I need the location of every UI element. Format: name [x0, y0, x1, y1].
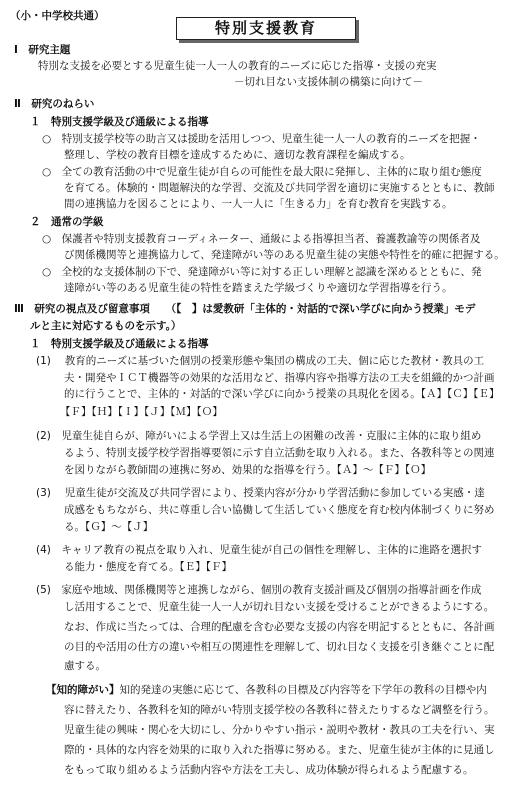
aim-line: 間の連携協力を図ることにより、一人一人に「生きる力」を育む教育を実践する。: [64, 198, 453, 210]
point-line: る能力・態度を育てる。【Ｅ】【Ｆ】: [64, 561, 232, 573]
section-2-heading: Ⅱ 研究のねらい: [14, 98, 95, 110]
note-line: をもって取り組めるよう活動内容や方法を工夫し、成功体験が得られるよう配慮する。: [64, 764, 474, 776]
point-line: (4) キャリア教育の視点を取り入れ、児童生徒が自己の個性を理解し、主体的に進路を選択す: [36, 544, 483, 556]
section-1-heading: Ⅰ 研究主題: [14, 44, 71, 56]
point-line: るよう、特別支援学校学習指導要領に示す自立活動を取り入れる。また、各教科等との関連: [64, 447, 495, 459]
section-3-sub1: １ 特別支援学級及び通級による指導: [30, 338, 209, 350]
note-line: 児童生徒の興味・関心を大切にし、分かりやすい指示・説明や教材・教具の工夫を行い、実: [64, 724, 495, 736]
aim-line: を育てる。体験的・問題解決的な学習、交流及び共同学習を適切に実施するとともに、教師: [64, 182, 495, 194]
point-line: (5) 家庭や地域、関係機関等と連携しながら、個別の教育支援計画及び個別の指導計画を作成: [36, 584, 482, 596]
note-line: 容に替えたり、各教科を知的障がい特別支援学校の各教科に替えたりするなど調整を行う。: [64, 704, 495, 716]
point-line: 慮する。: [64, 660, 106, 672]
point-line: 夫・開発やＩＣＴ機器等の効果的な活用など、指導内容や指導方法の工夫を組織的かつ計画: [64, 372, 495, 384]
point-line: を図りながら教師間の連携に努め、効果的な指導を行う。【Ａ】～【Ｆ】【Ｏ】: [64, 464, 432, 476]
section-3-heading: Ⅲ 研究の視点及び留意事項 （【 】は愛教研「主体的・対話的で深い学びに向かう授業」モデ: [14, 303, 476, 315]
point-line: 的に行うことで、主体的・対話的で深い学びに向かう授業の具現化を図る。【Ａ】【Ｃ】【Ｅ】: [64, 388, 500, 400]
note-line: 際的・具体的な内容を効果的に取り入れた指導に努める。また、児童生徒が主体的に見通し: [64, 744, 495, 756]
aim-line: ○ 特別支援学校等の助言又は援助を活用しつつ、児童生徒一人一人の教育的ニーズを把握・: [42, 133, 481, 145]
page-title: 特別支援教育: [176, 17, 356, 40]
section-2-sub1: １ 特別支援学級及び通級による指導: [30, 116, 209, 128]
aim-line: 整理し、学校の教育目標を達成するために、適切な教育課程を編成する。: [64, 149, 411, 161]
intellectual-disability-note: [46, 684, 487, 697]
point-line: る。【Ｇ】～【Ｊ】: [64, 521, 154, 533]
theme-line-1: 特別な支援を必要とする児童生徒一人一人の教育的ニーズに応じた指導・支援の充実: [38, 60, 437, 72]
aim-line: 達障がい等のある児童生徒の特性を踏まえた学級づくりや適切な学習指導を行う。: [64, 282, 453, 294]
point-line: (1) 教育的ニーズに基づいた個別の授業形態や集団の構成の工夫、個に応じた教材・教具の工: [36, 355, 485, 367]
point-line: し活用することで、児童生徒一人一人が切れ目ない支援を受けることができるようにする。: [64, 601, 495, 613]
school-level-tag: （小・中学校共通）: [10, 10, 105, 22]
point-line: なお、作成に当たっては、合理的配慮を含む必要な支援の内容を明記するとともに、各計画: [64, 621, 495, 633]
section-2-sub2: ２ 通常の学級: [30, 216, 104, 228]
aim-line: ○ 全ての教育活動の中で児童生徒が自らの可能性を最大限に発揮し、主体的に取り組む態度: [42, 166, 482, 178]
point-line: の目的や活用の仕方の違いや相互の関連性を理解して、切れ目なく支援を引き継ぐことに配: [64, 641, 495, 653]
point-line: 成感をもちながら、共に尊重し合い協働して生活していく態度を育む校内体制づくりに努め: [64, 504, 495, 516]
theme-line-2: －切れ目ない支援体制の構築に向けて－: [234, 76, 423, 88]
aim-line: ○ 全校的な支援体制の下で、発達障がい等に対する正しい理解と認識を深めるとともに、発: [42, 266, 482, 278]
point-line: 【Ｆ】【Ｈ】【Ｉ】【Ｊ】【Ｍ】【Ｏ】: [60, 406, 223, 418]
section-3-heading-cont: ルと主に対応するものを示す。）: [30, 320, 182, 332]
aim-line: ○ 保護者や特別支援教育コーディネーター、通級による指導担当者、養護教諭等の関係者及: [42, 233, 481, 245]
point-line: (3) 児童生徒が交流及び共同学習により、授業内容が分かり学習活動に参加している実感・達: [36, 487, 485, 499]
aim-line: び関係機関等と連携協力して、発達障がい等のある児童生徒の実態や特性を的確に把握する。: [64, 249, 505, 261]
note-line: 知的発達の実態に応じて、各教科の目標及び内容等を下学年の教科の目標や内: [119, 684, 487, 696]
note-label: 【知的障がい】: [46, 684, 120, 696]
point-line: (2) 児童生徒自らが、障がいによる学習上又は生活上の困難の改善・克服に主体的に取り組め: [36, 430, 482, 442]
